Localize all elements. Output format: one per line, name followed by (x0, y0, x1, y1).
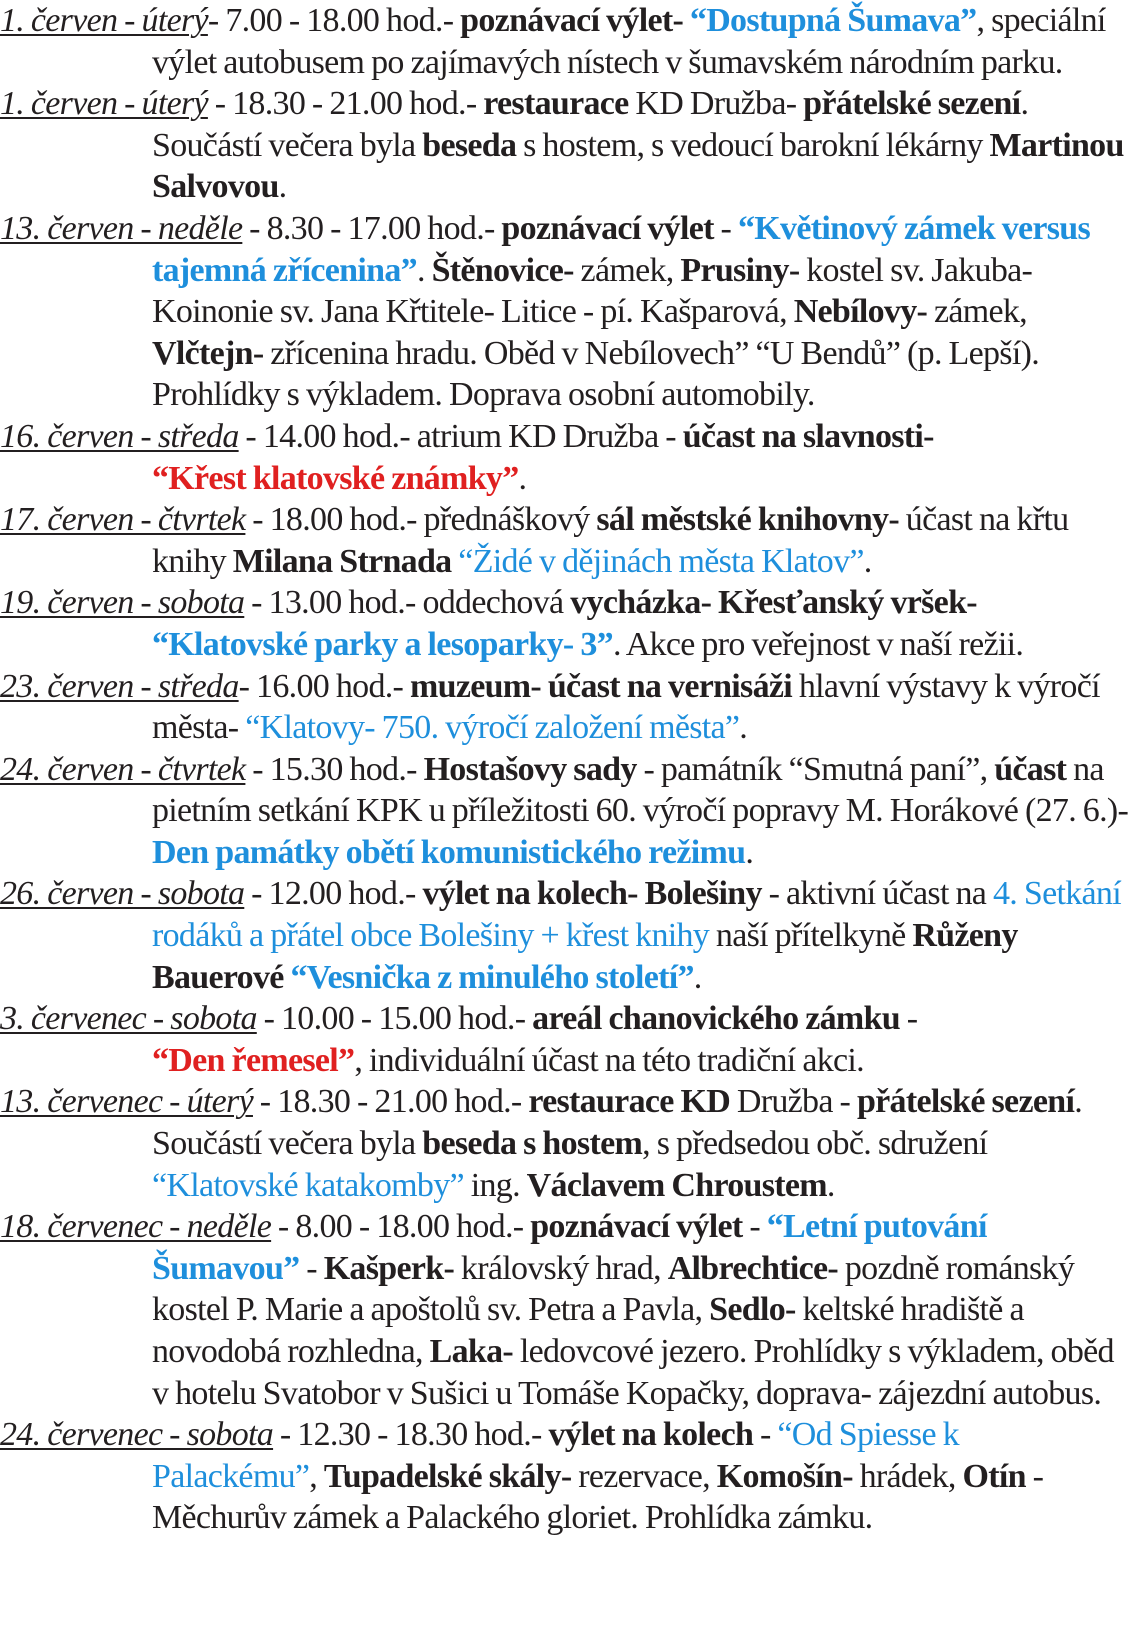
event-text: , speciální výlet autobusem po zajímavých nístech v šumavském národním parku. (152, 2, 1106, 81)
event-text: naší přítelkyně (709, 917, 913, 955)
event-text: areál chanovického zámku (532, 1000, 900, 1038)
event-entry (0, 749, 1130, 874)
event-text: “Klatovské katakomby” (152, 1166, 464, 1204)
event-text: - Měchurův zámek a Palackého gloriet. Prohlídka zámku. (152, 1457, 1044, 1537)
event-text: . Součástí večera byla (152, 85, 1029, 164)
event-text: ing. (463, 1166, 527, 1204)
event-text: Vlčtejn- (152, 334, 264, 372)
event-text: Kašperk- (323, 1249, 455, 1287)
event-text: . (826, 1166, 835, 1204)
event-text: výlet na kolech- Bolešiny (422, 875, 762, 913)
event-text: “Klatovy- 750. výročí založení města” (245, 709, 740, 747)
event-text: - 12.00 hod.- (244, 875, 423, 913)
event-date: 17. červen - čtvrtek (0, 501, 246, 539)
event-text: Laka- (429, 1333, 514, 1370)
event-text: zámek, (573, 251, 681, 289)
event-text: - 12.30 - 18.30 hod.- (273, 1416, 549, 1454)
event-date: 1. červen - úterý (0, 2, 208, 39)
event-text: přátelské sezení (856, 1083, 1075, 1121)
event-text: účast na slavnosti- (682, 417, 934, 455)
event-text: Hostašovy sady (423, 750, 637, 788)
event-text: . (863, 542, 872, 580)
event-text: - 13.00 hod.- oddechová (244, 584, 571, 622)
event-text: beseda s hostem (422, 1125, 643, 1163)
event-text: Sedlo- (709, 1291, 796, 1329)
event-entry (0, 666, 1130, 749)
event-text: “Den řemesel” (152, 1041, 355, 1079)
event-text: - 8.00 - 18.00 hod.- (271, 1208, 531, 1246)
event-date: 24. červenec - sobota (0, 1416, 274, 1454)
event-text: - památník “Smutná paní”, (636, 750, 995, 788)
event-text: - 15.30 hod.- (245, 750, 424, 788)
event-text: . Akce pro veřejnost v naší režii. (612, 625, 1024, 663)
event-text: “Od Spiesse k Palackému” (152, 1416, 959, 1495)
event-text: “Křest klatovské známky” (152, 459, 519, 497)
event-entry (0, 873, 1130, 998)
event-date: 26. červen - sobota (0, 875, 245, 913)
event-text: muzeum- účast na vernisáži (409, 667, 793, 705)
event-text: - 16.00 hod.- (238, 667, 410, 705)
event-date: 19. červen - sobota (0, 584, 245, 622)
event-text: ledovcové jezero. Prohlídky s výkladem, oběd v hotelu Svatobor v Sušici u Tomáše Kopačky, doprava- zájezdní autobus. (152, 1333, 1114, 1412)
event-text: přátelské sezení (803, 85, 1021, 123)
event-text: - (742, 1208, 767, 1246)
event-text: . (739, 709, 748, 747)
event-text: beseda (422, 126, 517, 164)
event-text: , (309, 1457, 324, 1495)
event-text: - aktivní účast na (761, 875, 993, 913)
event-text: . (745, 833, 754, 871)
event-text: účast (994, 750, 1067, 788)
event-text: - (753, 1416, 778, 1454)
event-text: poznávací výlet (530, 1208, 743, 1246)
event-text: restaurace (483, 85, 629, 123)
event-text: Milana Strnada (232, 542, 452, 580)
event-text: KD Družba- (628, 85, 804, 123)
event-text: - 18.00 hod.- přednáškový (245, 501, 597, 539)
event-text: , s předsedou obč. sdružení (642, 1125, 988, 1163)
event-text: zámek, (927, 293, 1027, 331)
event-date: 18. červenec - neděle (0, 1208, 272, 1246)
event-entry (0, 582, 1130, 665)
event-entry (0, 0, 1130, 83)
event-text: Růženy Bauerové (152, 917, 1018, 996)
event-text: Družba - (730, 1083, 857, 1121)
event-text: Martinou Salvovou (152, 126, 1124, 206)
event-text: “Židé v dějinách města Klatov” (458, 542, 864, 580)
event-text: “Vesnička z minulého století” (290, 958, 694, 996)
event-date: 3. červenec - sobota (0, 1000, 257, 1038)
event-entry (0, 208, 1130, 416)
event-text: - (899, 1000, 918, 1038)
event-text: restaurace KD (528, 1083, 731, 1121)
event-text: pozdně románský kostel P. Marie a apoštolů sv. Petra a Pavla, (152, 1249, 1075, 1329)
event-text: s hostem, s vedoucí barokní lékárny (516, 126, 990, 164)
event-text: Otín (962, 1457, 1026, 1495)
event-text: Nebílovy- (793, 293, 928, 331)
event-entry (0, 998, 1130, 1081)
event-text: zřícenina hradu. Oběd v Nebílovech” “U Bendů” (p. Lepší). Prohlídky s výkladem. Doprava osobní automobily. (152, 334, 1039, 414)
event-text: Albrechtice- (667, 1249, 839, 1287)
event-text: účast na křtu knihy (152, 501, 1069, 580)
event-text: Štěnovice- (431, 251, 574, 289)
event-text: vycházka- Křesťanský vršek- (570, 584, 977, 622)
event-text: . (416, 251, 432, 289)
event-text: poznávací výlet- (460, 2, 690, 39)
event-date: 16. červen - středa (0, 417, 239, 455)
event-text: - (713, 209, 738, 247)
event-text: výlet na kolech (548, 1416, 754, 1454)
event-text: - 14.00 hod.- atrium KD Družba - (238, 417, 683, 455)
event-text: . (278, 168, 287, 206)
event-text: - (299, 1249, 324, 1287)
event-text: . (518, 459, 527, 497)
event-text: kostel sv. Jakuba- Koinonie sv. Jana Křtitele- Litice - pí. Kašparová, (152, 251, 1033, 331)
event-text: Tupadelské skály- (323, 1457, 572, 1495)
event-text: “Letní putování Šumavou” (152, 1208, 987, 1287)
event-text: “Květinový zámek versus tajemná zřícenina” (152, 209, 1091, 289)
event-date: 1. červen - úterý (0, 85, 208, 123)
event-text: - 18.30 - 21.00 hod.- (207, 85, 484, 123)
event-text: královský hrad, (454, 1249, 668, 1287)
event-entry (0, 1414, 1130, 1539)
event-text: rezervace, (571, 1457, 717, 1495)
event-text: . (693, 958, 702, 996)
event-text: hlavní výstavy k výročí města- (152, 667, 1100, 747)
event-text: 4. Setkání rodáků a přátel obce Bolešiny + křest knihy (152, 875, 1121, 955)
event-text: Prusiny- (680, 251, 800, 289)
event-text: Komošín- (716, 1457, 853, 1495)
event-text: keltské hradiště a novodobá rozhledna, (152, 1291, 1024, 1370)
event-entry (0, 83, 1130, 208)
event-date: 13. červen - neděle (0, 209, 243, 247)
event-entry (0, 416, 1130, 499)
event-entry (0, 1081, 1130, 1206)
event-text: - 8.30 - 17.00 hod.- (242, 209, 502, 247)
event-text: “Dostupná Šumava” (689, 2, 977, 39)
event-text: sál městské knihovny- (596, 501, 899, 539)
event-text: poznávací výlet (501, 209, 714, 247)
event-date: 24. červen - čtvrtek (0, 750, 246, 788)
event-text: . Součástí večera byla (152, 1083, 1083, 1163)
event-entry (0, 499, 1130, 582)
event-entry (0, 1206, 1130, 1414)
event-text: na pietním setkání KPK u příležitosti 60. výročí popravy M. Horákové (27. 6.)- (152, 750, 1129, 830)
event-text: Václavem Chroustem (526, 1166, 827, 1204)
event-text: “Klatovské parky a lesoparky- 3” (152, 625, 613, 663)
event-text: Den památky obětí komunistického režimu (152, 833, 746, 871)
event-text: - 18.30 - 21.00 hod.- (252, 1083, 529, 1121)
event-text: - 10.00 - 15.00 hod.- (256, 1000, 533, 1038)
event-text: , individuální účast na této tradiční akci. (354, 1041, 864, 1079)
event-date: 23. červen - středa (0, 667, 239, 705)
event-date: 13. červenec - úterý (0, 1083, 253, 1121)
event-text: hrádek, (852, 1457, 963, 1495)
event-text: - 7.00 - 18.00 hod.- (207, 2, 461, 39)
